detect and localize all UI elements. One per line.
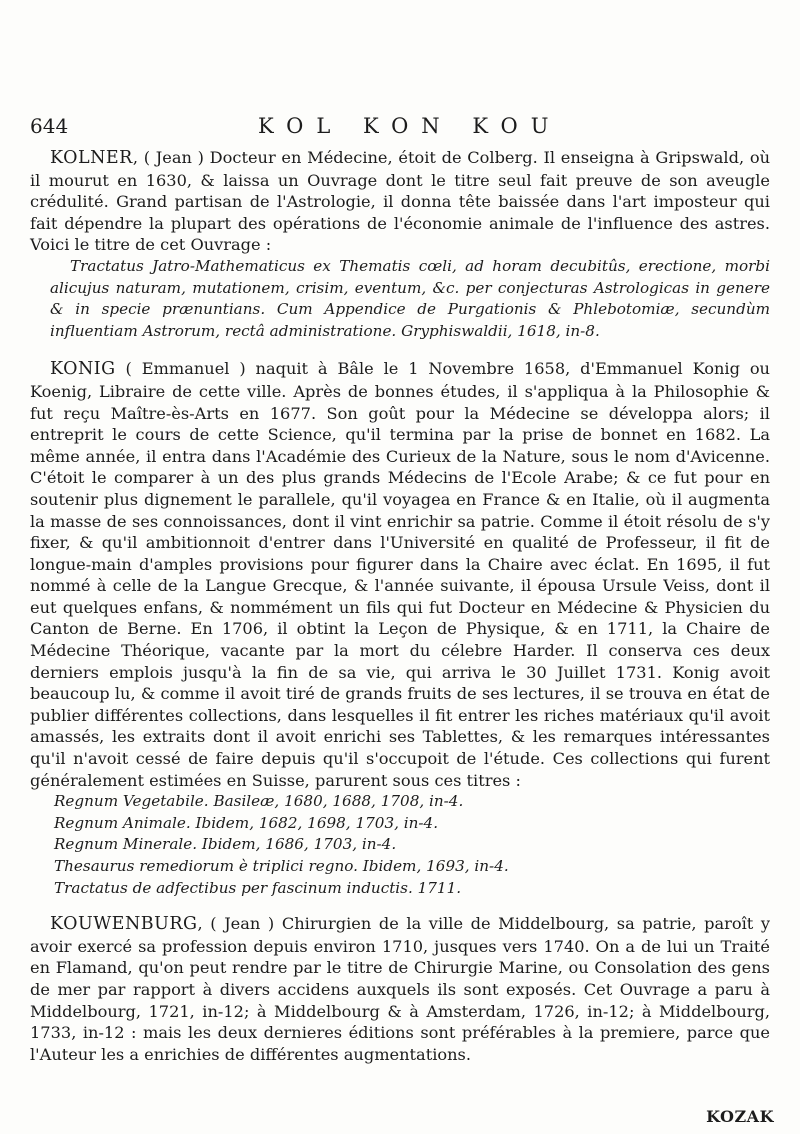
entry-konig [30,358,770,899]
works-list [30,791,770,899]
work-item: Regnum Animale. Ibidem, 1682, 1698, 1703, in-4. [54,813,439,832]
entry-text: ( Emmanuel ) naquit à Bâle le 1 Novembre 1658, d'Emmanuel Konig ou Koenig, Libraire de cette ville. Après de bonnes études, il s'appliqua à la Philosophie & fut reçu Maître-ès-Arts en 1677. Son goût pour la Médecine se développa alors; il entreprit le cours de cette Science, qu'il termina par la prise de bonnet en 1682. La même année, il entra dans l'Académie des Curieux de la Nature, sous le nom d'Avicenne. C'étoit le comparer à un des plus grands Médecins de l'Ecole Arabe; & ce fut pour en soutenir plus dignement le parallele, qu'il voyagea en France & en Italie, où il augmenta la masse de ses connoissances, dont il vint enrichir sa patrie. Comme il étoit résolu de s'y fixer, & qu'il ambitionnoit d'entrer dans l'Université en qualité de Professeur, il fit de longue-main d'amples provisions pour figurer dans la Chaire avec éclat. En 1695, il fut nommé à celle de la Langue Grecque, & l'année suivante, il épousa Ursule Veiss, dont il eut quelques enfans, & nommément un fils qui fut Docteur en Médecine & Physicien du Canton de Berne. En 1706, il obtint la Leçon de Physique, & en 1711, la Chaire de Médecine Théorique, vacante par la mort du célebre Harder. Il conserva ces deux derniers emplois jusqu'à la fin de sa vie, qui arriva le 30 Juillet 1731. Konig avoit beaucoup lu, & comme il avoit tiré de grands fruits de ses lectures, il se trouva en état de publier différentes collections, dans lesquelles il fit entrer les riches matériaux qu'il avoit amassés, les extraits dont il avoit enrichi ses Tablettes, & les remarques intéressantes qu'il n'avoit cessé de faire depuis qu'il s'occupoit de l'étude. Ces collections qui furent généralement estimées en Suisse, parurent sous ces titres : [30,359,770,790]
headword: KOUWENBURG [50,914,198,935]
entry-paragraph [30,147,770,256]
work-item: Regnum Minerale. Ibidem, 1686, 1703, in-4. [54,835,397,854]
headword: KONIG [50,359,116,380]
work-item: Regnum Vegetabile. Basileæ, 1680, 1688, 1708, in-4. [54,792,464,811]
page-header [30,114,770,144]
work-citation: Tractatus Jatro-Mathematicus ex Thematis cœli, ad horam decubitûs, erectione, morbi alicujus naturam, mutationem, crisim, eventum, &c. per conjecturas Astrologicas in genere & in specie prænuntians. Cum Appendice de Purgationis & Phlebotomiæ, secundùm influentiam Astrorum, rectâ administratione. Gryphiswaldii, 1618, in-8. [50,256,770,340]
entry-paragraph [30,913,770,1065]
work-item: Thesaurus remediorum è triplici regno. Ibidem, 1693, in-4. [54,857,509,875]
entry-paragraph [30,358,770,791]
entry-text: , ( Jean ) Docteur en Médecine, étoit de Colberg. Il enseigna à Gripswald, où il mourut en 1630, & laissa un Ouvrage dont le titre seul fait preuve de son aveugle crédulité. Grand partisan de l'Astrologie, il donna tête baissée dans l'art imposteur qui fait dépendre la plupart des opérations de l'économie animale de l'influence des astres. Voici le titre de cet Ouvrage : [30,148,770,255]
headword: KOLNER [50,148,133,168]
catchword: KOZAK [706,1107,774,1126]
entry-text: , ( Jean ) Chirurgien de la ville de Middelbourg, sa patrie, paroît y avoir exercé sa profession depuis environ 1710, jusques vers 1740. On a de lui un Traité en Flamand, qu'on peut rendre par le titre de Chirurgie Marine, ou Consolation des gens de mer par rapport à divers accidens auxquels ils sont exposés. Cet Ouvrage a paru à Middelbourg, 1721, in-12; à Middelbourg & à Amsterdam, 1726, in-12; à Middelbourg, 1733, in-12 : mais les deux dernieres éditions sont préférables à la premiere, parce que l'Auteur les a enrichies de différentes augmentations. [30,914,770,1064]
page-body [30,147,770,1065]
work-item: Tractatus de adfectibus per fascinum inductis. 1711. [54,878,462,897]
running-head: KOL KON KOU [258,114,562,138]
page-number: 644 [30,114,69,138]
entry-kolner [30,147,770,342]
entry-kouwenburg [30,913,770,1065]
